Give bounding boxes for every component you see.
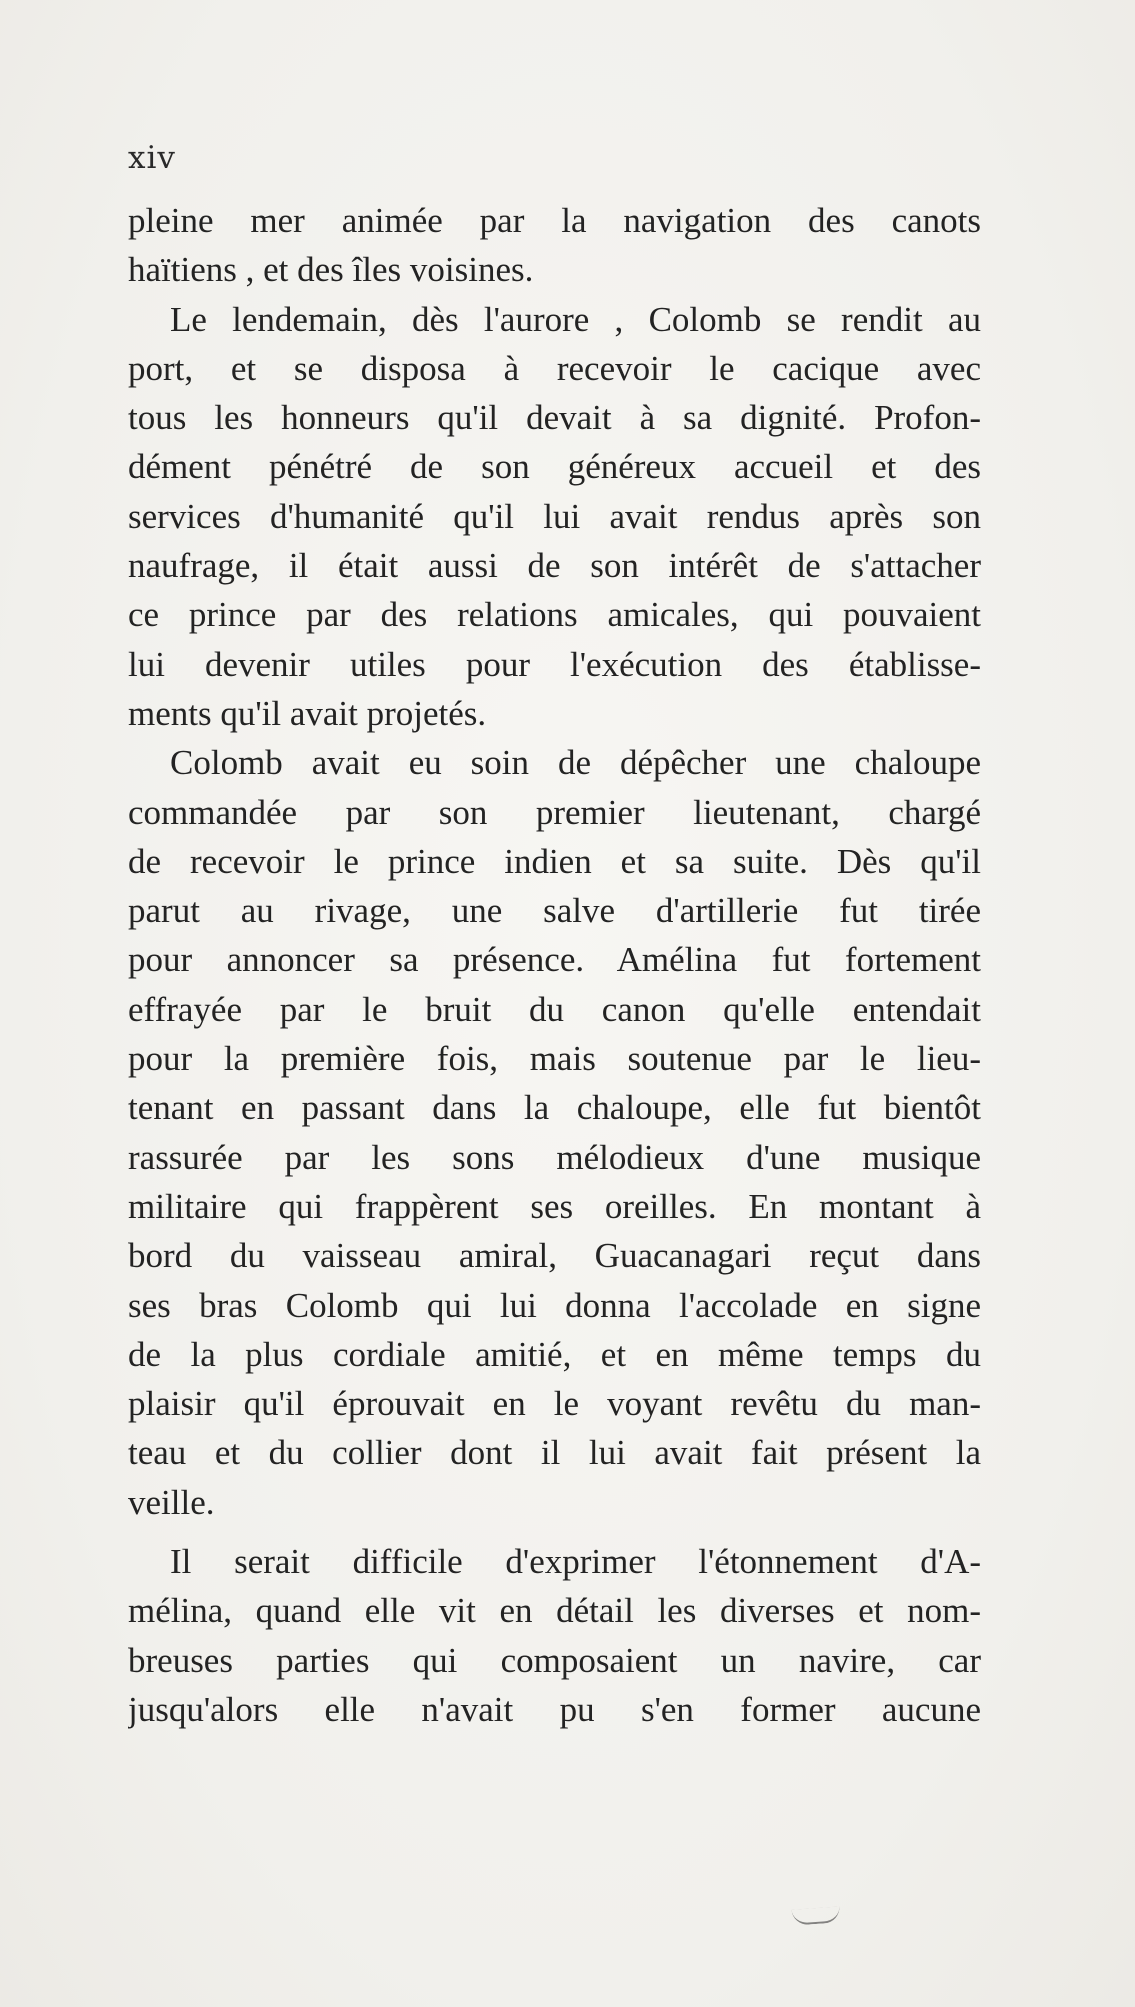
text-line: Le lendemain, dès l'aurore , Colomb se rendit au — [170, 299, 981, 339]
text-line: bord du vaisseau amiral, Guacanagari reçut dans — [128, 1236, 981, 1276]
text-line: commandée par son premier lieutenant, chargé — [128, 792, 981, 832]
text-line: rassurée par les sons mélodieux d'une musique — [128, 1137, 981, 1177]
text-line: pour la première fois, mais soutenue par le lieu- — [128, 1039, 981, 1079]
text-line: tous les honneurs qu'il devait à sa dignité. Profon- — [128, 398, 981, 438]
text-line: de la plus cordiale amitié, et en même temps du — [128, 1334, 981, 1374]
paragraph-3 — [128, 738, 981, 1527]
text-line: dément pénétré de son généreux accueil et des — [128, 447, 981, 487]
text-line: Colomb avait eu soin de dépêcher une chaloupe — [170, 743, 981, 783]
text-line: port, et se disposa à recevoir le cacique avec — [128, 348, 981, 388]
text-line: ses bras Colomb qui lui donna l'accolade en signe — [128, 1285, 981, 1325]
text-line: services d'humanité qu'il lui avait rendus après son — [128, 496, 981, 536]
text-line: jusqu'alors elle n'avait pu s'en former aucune — [128, 1689, 981, 1729]
text-line: Il serait difficile d'exprimer l'étonnement d'A- — [170, 1542, 981, 1582]
text-line: ments qu'il avait projetés. — [128, 693, 487, 733]
text-line: veille. — [128, 1482, 215, 1522]
text-line: tenant en passant dans la chaloupe, elle fut bientôt — [128, 1088, 981, 1128]
paragraph-1 — [128, 196, 981, 295]
paragraph-2 — [128, 295, 981, 739]
body-text — [128, 196, 981, 1734]
text-line: naufrage, il était aussi de son intérêt de s'attacher — [128, 546, 981, 586]
text-line: ce prince par des relations amicales, qui pouvaient — [128, 595, 981, 635]
text-line: mélina, quand elle vit en détail les diverses et nom- — [128, 1591, 981, 1631]
text-line: militaire qui frappèrent ses oreilles. En montant à — [128, 1186, 981, 1226]
text-line: teau et du collier dont il lui avait fait présent la — [128, 1433, 981, 1473]
text-line: lui devenir utiles pour l'exécution des établisse- — [128, 644, 981, 684]
text-line: pleine mer animée par la navigation des canots — [128, 201, 981, 240]
page-number: xiv — [128, 140, 176, 176]
text-line: breuses parties qui composaient un navire, car — [128, 1640, 981, 1680]
ink-mark — [792, 1906, 841, 1925]
text-line: effrayée par le bruit du canon qu'elle entendait — [128, 989, 981, 1029]
paragraph-4 — [128, 1537, 981, 1734]
text-line: de recevoir le prince indien et sa suite. Dès qu'il — [128, 841, 981, 881]
text-line: parut au rivage, une salve d'artillerie fut tirée — [128, 891, 981, 931]
text-line: pour annoncer sa présence. Amélina fut fortement — [128, 940, 981, 980]
text-line: haïtiens , et des îles voisines. — [128, 250, 534, 290]
text-line: plaisir qu'il éprouvait en le voyant revêtu du man- — [128, 1384, 981, 1424]
